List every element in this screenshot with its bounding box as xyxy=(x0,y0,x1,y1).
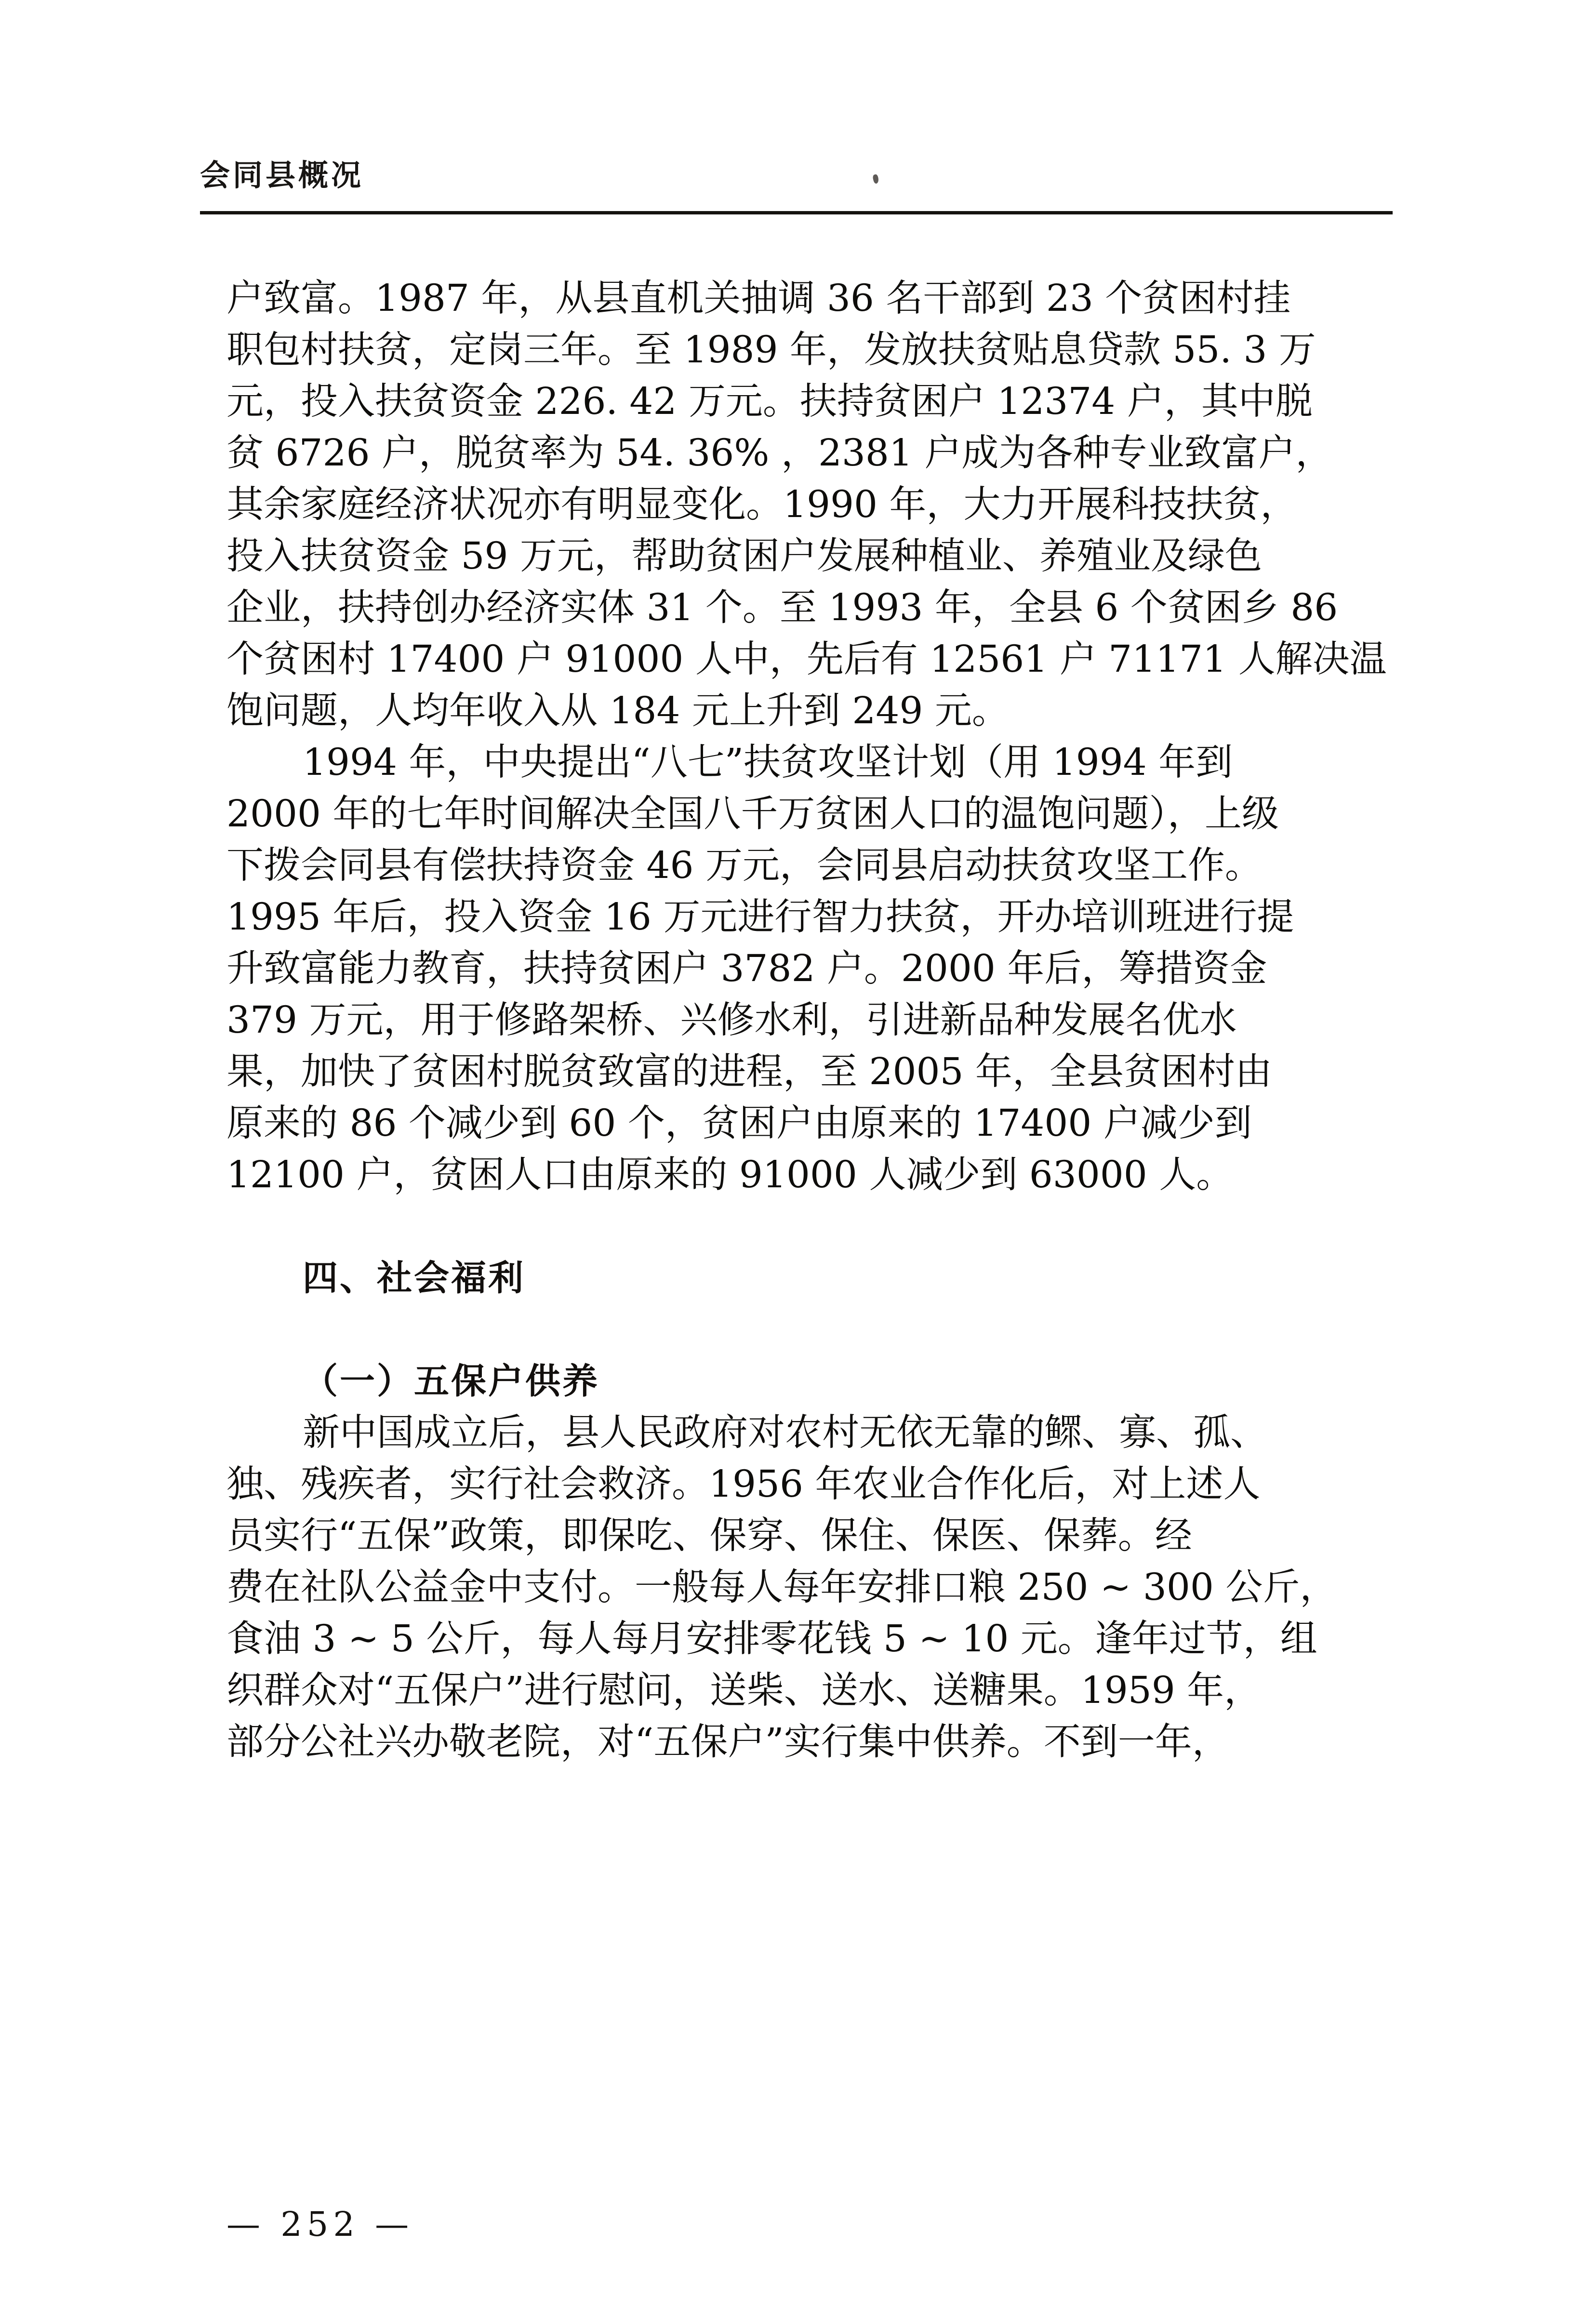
text-line-content: 职包村扶贫，定岗三年。至 1989 年，发放扶贫贴息贷款 55. 3 万 xyxy=(226,329,1316,372)
text-line xyxy=(226,1098,1366,1149)
page-number: — 252 — xyxy=(226,2204,414,2244)
text-line xyxy=(226,788,1366,840)
text-line xyxy=(226,634,1387,685)
text-line-content: 食油 3 ~ 5 公斤，每人每月安排零花钱 5 ~ 10 元。逢年过节，组 xyxy=(226,1618,1317,1660)
header-rule xyxy=(200,211,1393,214)
paragraph-spacer xyxy=(226,1201,1366,1252)
text-line xyxy=(226,376,1366,427)
text-line-content: 原来的 86 个减少到 60 个，贫困户由原来的 17400 户减少到 xyxy=(226,1102,1252,1145)
text-line xyxy=(226,1613,1366,1665)
text-line xyxy=(226,273,1366,324)
text-line-content: 下拨会同县有偿扶持资金 46 万元，会同县启动扶贫攻坚工作。 xyxy=(226,844,1262,887)
text-line xyxy=(226,943,1366,995)
text-line-content: 独、残疾者，实行社会救济。1956 年农业合作化后，对上述人 xyxy=(226,1463,1261,1506)
text-line-content: 其余家庭经济状况亦有明显变化。1990 年，大力开展科技扶贫， xyxy=(226,483,1298,526)
text-line: 12100 户，贫困人口由原来的 91000 人减少到 63000 人。 xyxy=(226,1154,1234,1196)
text-line xyxy=(226,1459,1366,1510)
text-line-content: 部分公社兴办敬老院，对“五保户”实行集中供养。不到一年， xyxy=(226,1721,1229,1764)
text-line-content: 贫 6726 户，脱贫率为 54. 36% ，2381 户成为各种专业致富户， xyxy=(226,432,1333,475)
text-line-content: 织群众对“五保户”进行慰问，送柴、送水、送糖果。1959 年， xyxy=(226,1669,1262,1712)
section-heading: 四、社会福利 xyxy=(303,1258,525,1299)
heading-spacer xyxy=(226,1304,1366,1355)
running-head: 会同县概况 xyxy=(200,158,364,193)
text-line-content: 投入扶贫资金 59 万元，帮助贫困户发展种植业、养殖业及绿色 xyxy=(226,535,1262,578)
text-line-content: 户致富。1987 年，从县直机关抽调 36 名干部到 23 个贫困村挂 xyxy=(226,277,1291,320)
text-line xyxy=(226,1716,1366,1768)
subsection-heading: （一）五保户供养 xyxy=(303,1361,599,1402)
text-line xyxy=(226,582,1366,634)
text-line xyxy=(226,479,1366,531)
text-line xyxy=(226,1046,1366,1098)
text-line xyxy=(226,737,1366,788)
text-line-content: 果，加快了贫困村脱贫致富的进程，至 2005 年，全县贫困村由 xyxy=(226,1050,1272,1093)
text-line xyxy=(226,531,1366,582)
text-line xyxy=(226,324,1366,376)
text-line: 饱问题，人均年收入从 184 元上升到 249 元。 xyxy=(226,690,1009,732)
page-body xyxy=(226,273,1387,1768)
text-line xyxy=(226,995,1366,1046)
text-line-content: 379 万元，用于修路架桥、兴修水利，引进新品种发展名优水 xyxy=(226,999,1237,1042)
text-line xyxy=(226,427,1366,479)
text-line-content: 2000 年的七年时间解决全国八千万贫困人口的温饱问题），上级 xyxy=(226,793,1279,836)
text-line xyxy=(226,1665,1366,1716)
page-header xyxy=(200,159,1393,214)
text-line xyxy=(226,891,1366,943)
text-line-content: 个贫困村 17400 户 91000 人中，先后有 12561 户 71171 人解决温 xyxy=(226,638,1387,681)
text-line-content: 1995 年后，投入资金 16 万元进行智力扶贫，开办培训班进行提 xyxy=(226,896,1294,939)
text-line xyxy=(226,1510,1366,1562)
text-line-content: 员实行“五保”政策，即保吃、保穿、保住、保医、保葬。经 xyxy=(226,1514,1192,1557)
text-line-content: 升致富能力教育，扶持贫困户 3782 户。2000 年后，筹措资金 xyxy=(226,947,1267,990)
text-line xyxy=(226,840,1366,891)
text-line-content: 新中国成立后，县人民政府对农村无依无靠的鳏、寡、孤、 xyxy=(303,1411,1267,1454)
text-line-content: 1994 年，中央提出“八七”扶贫攻坚计划（用 1994 年到 xyxy=(303,741,1233,784)
text-line-content: 费在社队公益金中支付。一般每人每年安排口粮 250 ~ 300 公斤， xyxy=(226,1566,1337,1609)
text-line xyxy=(226,1407,1366,1459)
text-line xyxy=(226,1562,1366,1613)
text-line-content: 元，投入扶贫资金 226. 42 万元。扶持贫困户 12374 户，其中脱 xyxy=(226,380,1313,423)
text-line-content: 企业，扶持创办经济实体 31 个。至 1993 年，全县 6 个贫困乡 86 xyxy=(226,586,1338,629)
